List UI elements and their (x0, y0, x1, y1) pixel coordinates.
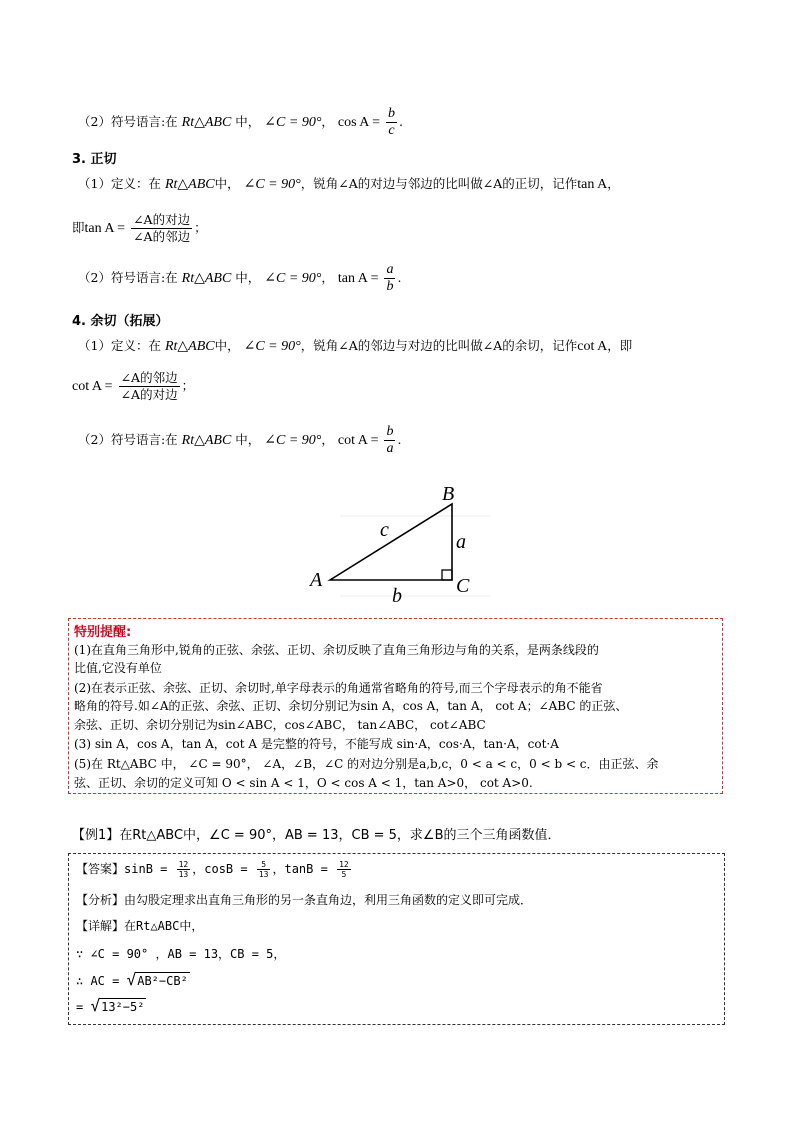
tan-fraction (337, 860, 351, 879)
text: 中， (214, 176, 240, 191)
angle-c: ∠C = 90° (264, 115, 322, 130)
text: 中， (231, 432, 261, 447)
cot-fraction (384, 424, 395, 457)
tan-formula (72, 212, 207, 245)
reminder-line: 略角的符号.如∠A的正弦、余弦、正切、余切分别记为sin A，cos A，tan A， cot A；∠ABC 的正弦、 (74, 699, 628, 713)
reminder-line: (1)在直角三角形中,锐角的正弦、余弦、正切、余切反映了直角三角形边与角的关系，是两条线段的 (74, 643, 599, 657)
cot-fn: cot A = (337, 433, 379, 448)
special-reminder-box (68, 618, 723, 794)
num: a (386, 262, 394, 277)
step-line (76, 998, 146, 1015)
reminder-line: 比值,它没有单位 (74, 661, 162, 675)
text: 中， (231, 270, 261, 285)
text: ，锐角∠A的邻边与对边的比叫做∠A的余切，记作 (300, 338, 578, 353)
cot-fn: cot A (577, 339, 608, 354)
den: a (386, 441, 394, 456)
right-angle-mark (442, 570, 452, 580)
text: ，tanB = (272, 862, 328, 876)
tan-fn: tan A = (337, 271, 379, 286)
den: 13 (178, 870, 189, 879)
tan-fn: tan A (577, 177, 608, 192)
text: （1）定义：在 (78, 338, 161, 353)
text: （2）符号语言:在 (78, 114, 178, 129)
radicand: 13²−5² (101, 1000, 145, 1014)
cos-fn: cos A = (337, 115, 381, 130)
answer-line (76, 860, 353, 879)
analysis-line: 【分析】由勾股定理求出直角三角形的另一条直角边，利用三角函数的定义即可完成． (76, 893, 533, 907)
reminder-line: 余弦、正切、余切分别记为sin∠ABC，cos∠ABC， tan∠ABC， cot∠ABC (74, 718, 486, 732)
cos-fraction (386, 106, 397, 139)
tan-definition (78, 176, 620, 193)
rt-triangle: Rt△ABC (181, 271, 232, 286)
tan-fraction (384, 262, 395, 295)
den: 5 (341, 870, 347, 879)
text: （1）定义：在 (78, 176, 161, 191)
text: ，即 (607, 338, 633, 353)
angle-c: ∠C = 90° (264, 433, 322, 448)
angle-c: ∠C = 90° (243, 339, 301, 354)
tan-symbolic-line (78, 262, 401, 295)
step-line (76, 972, 190, 989)
text: 中， (214, 338, 240, 353)
reminder-line: (5)在 Rt△ABC 中， ∠C = 90°， ∠A，∠B，∠C 的对边分别是a,b,c，0 < a < c，0 < b < c．由正弦、余 (74, 757, 659, 771)
text: 中， (235, 114, 261, 129)
cos-symbolic-line (78, 106, 403, 139)
text: ，锐角∠A的对边与邻边的比叫做∠A的正切，记作 (300, 176, 578, 191)
vertex-a: A (310, 569, 323, 591)
text: ， (607, 176, 620, 191)
text: . (397, 432, 402, 447)
num: 12 (178, 860, 189, 869)
cos-fraction (257, 860, 271, 879)
den: c (388, 123, 395, 138)
heading-tangent: 3. 正切 (72, 152, 117, 167)
cot-word-fraction (119, 370, 180, 403)
radicand: AB²−CB² (137, 974, 188, 988)
reminder-line: (2)在表示正弦、余弦、正切、余切时,单字母表示的角通常省略角的符号,而三个字母表示的角不能省 (74, 681, 603, 695)
text: ， (321, 270, 334, 285)
angle-c: ∠C = 90° (264, 271, 322, 286)
text: ∴ AC = (76, 974, 120, 988)
side-c: c (380, 519, 389, 541)
den: b (386, 279, 394, 294)
text: = (76, 1000, 84, 1014)
den: 13 (258, 870, 269, 879)
num: 5 (257, 860, 271, 870)
vertex-c: C (456, 575, 470, 597)
text: ； (181, 378, 195, 393)
text: （2）符号语言:在 (78, 432, 178, 447)
sqrt-icon: √ (90, 996, 101, 1015)
reminder-line: 弦、正切、余切的定义可知 O < sin A < 1，O < cos A < 1，tan A>0， cot A>0. (74, 776, 533, 790)
vertex-b: B (442, 483, 455, 505)
right-triangle-diagram (300, 478, 500, 606)
text: . (397, 270, 402, 285)
cot-definition (78, 338, 632, 355)
rt-triangle: Rt△ABC (181, 433, 232, 448)
text: 即 (72, 220, 85, 235)
rt-triangle: Rt△ABC (164, 177, 215, 192)
sin-fraction (177, 860, 191, 879)
num: ∠A的邻边 (120, 370, 178, 385)
step-line: ∵ ∠C = 90° ，AB = 13，CB = 5， (76, 947, 286, 961)
answer-label: 【答案】 (76, 862, 125, 876)
num: 12 (339, 860, 349, 869)
sqrt-icon: √ (126, 970, 137, 989)
side-a: a (456, 531, 466, 553)
cot-symbolic-line (78, 424, 401, 457)
reminder-title: 特别提醒: (74, 625, 132, 640)
tan-word-fraction (131, 212, 192, 245)
text: . (399, 114, 404, 129)
num: b (386, 424, 394, 439)
text: ， (321, 432, 334, 447)
den: ∠A的邻边 (133, 229, 191, 244)
text: ， (321, 114, 334, 129)
text: ； (194, 220, 207, 235)
tan-fn: tan A = (84, 221, 126, 236)
heading-cotangent: 4. 余切（拓展） (72, 314, 169, 329)
text: ，cosB = (192, 862, 248, 876)
answer-box (68, 853, 725, 1025)
cot-formula (72, 370, 194, 403)
den: ∠A的对边 (120, 387, 178, 402)
num: ∠A的对边 (133, 212, 191, 227)
num: b (388, 106, 396, 121)
cot-fn: cot A = (72, 379, 113, 394)
example-1-question: 【例1】在Rt△ABC中，∠C = 90°，AB = 13，CB = 5，求∠B的三个三角函数值． (72, 828, 561, 843)
rt-triangle: Rt△ABC (181, 115, 232, 130)
side-b: b (392, 585, 402, 606)
angle-c: ∠C = 90° (243, 177, 301, 192)
detail-line: 【详解】在Rt△ABC中， (76, 919, 204, 933)
reminder-line: (3) sin A，cos A，tan A，cot A 是完整的符号，不能写成 sin·A，cos·A，tan·A，cot·A (74, 737, 559, 751)
text: sinB = (124, 862, 168, 876)
rt-triangle: Rt△ABC (164, 339, 215, 354)
triangle-shape (330, 504, 452, 580)
text: （2）符号语言:在 (78, 270, 178, 285)
